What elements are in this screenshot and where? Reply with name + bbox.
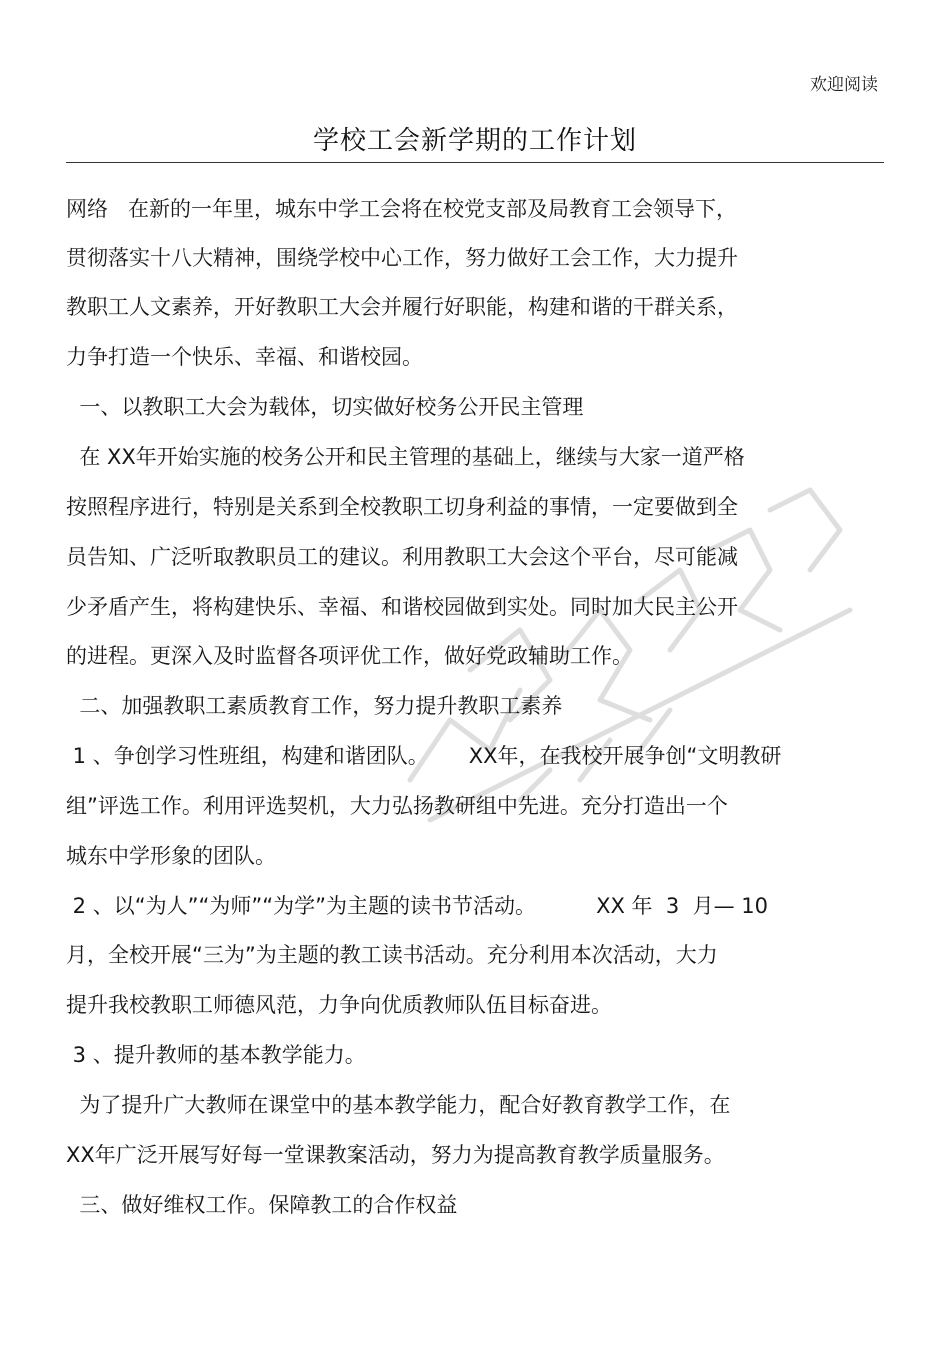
section-heading: 二、加强教职工素质教育工作，努力提升教职工素养: [66, 694, 563, 718]
section-heading: 一、以教职工大会为载体，切实做好校务公开民主管理: [66, 395, 584, 419]
body-line: 月，全校开展“三为”为主题的教工读书活动。充分利用本次活动，大力: [66, 943, 718, 967]
watermark-stamp-graphic: [370, 420, 890, 840]
header-note: 欢迎阅读: [810, 75, 878, 95]
body-line: 2 、以“为人”“为师”“为学”为主题的读书节活动。 XX 年 3 月— 10: [66, 894, 768, 918]
body-line: 组”评选工作。利用评选契机，大力弘扬教研组中先进。充分打造出一个: [66, 794, 728, 818]
body-line: 3 、提升教师的基本教学能力。: [66, 1043, 366, 1067]
section-heading: 三、做好维权工作。保障教工的合作权益: [66, 1193, 458, 1217]
body-line: 员告知、广泛听取教职员工的建议。利用教职工大会这个平台，尽可能减: [66, 545, 738, 569]
title-divider: [66, 162, 884, 163]
body-line: 城东中学形象的团队。: [66, 844, 276, 868]
body-line: 网络 在新的一年里，城东中学工会将在校党支部及局教育工会领导下，: [66, 197, 738, 221]
body-line: 为了提升广大教师在课堂中的基本教学能力，配合好教育教学工作，在: [66, 1093, 731, 1117]
document-title: 学校工会新学期的工作计划: [312, 126, 637, 156]
body-line: XX年广泛开展写好每一堂课教案活动，努力为提高教育教学质量服务。: [66, 1143, 725, 1167]
body-line: 贯彻落实十八大精神，围绕学校中心工作，努力做好工会工作，大力提升: [66, 246, 738, 270]
body-line: 教职工人文素养，开好教职工大会并履行好职能，构建和谐的干群关系，: [66, 295, 738, 319]
body-line: 提升我校教职工师德风范，力争向优质教师队伍目标奋进。: [66, 993, 612, 1017]
body-line: 少矛盾产生，将构建快乐、幸福、和谐校园做到实处。同时加大民主公开: [66, 595, 738, 619]
body-line: 在 XX年开始实施的校务公开和民主管理的基础上，继续与大家一道严格: [66, 445, 745, 469]
body-line: 的进程。更深入及时监督各项评优工作，做好党政辅助工作。: [66, 644, 633, 668]
body-line: 1 、争创学习性班组，构建和谐团队。 XX年，在我校开展争创“文明教研: [66, 744, 782, 768]
body-line: 按照程序进行，特别是关系到全校教职工切身利益的事情，一定要做到全: [66, 495, 738, 519]
body-line: 力争打造一个快乐、幸福、和谐校园。: [66, 345, 423, 369]
